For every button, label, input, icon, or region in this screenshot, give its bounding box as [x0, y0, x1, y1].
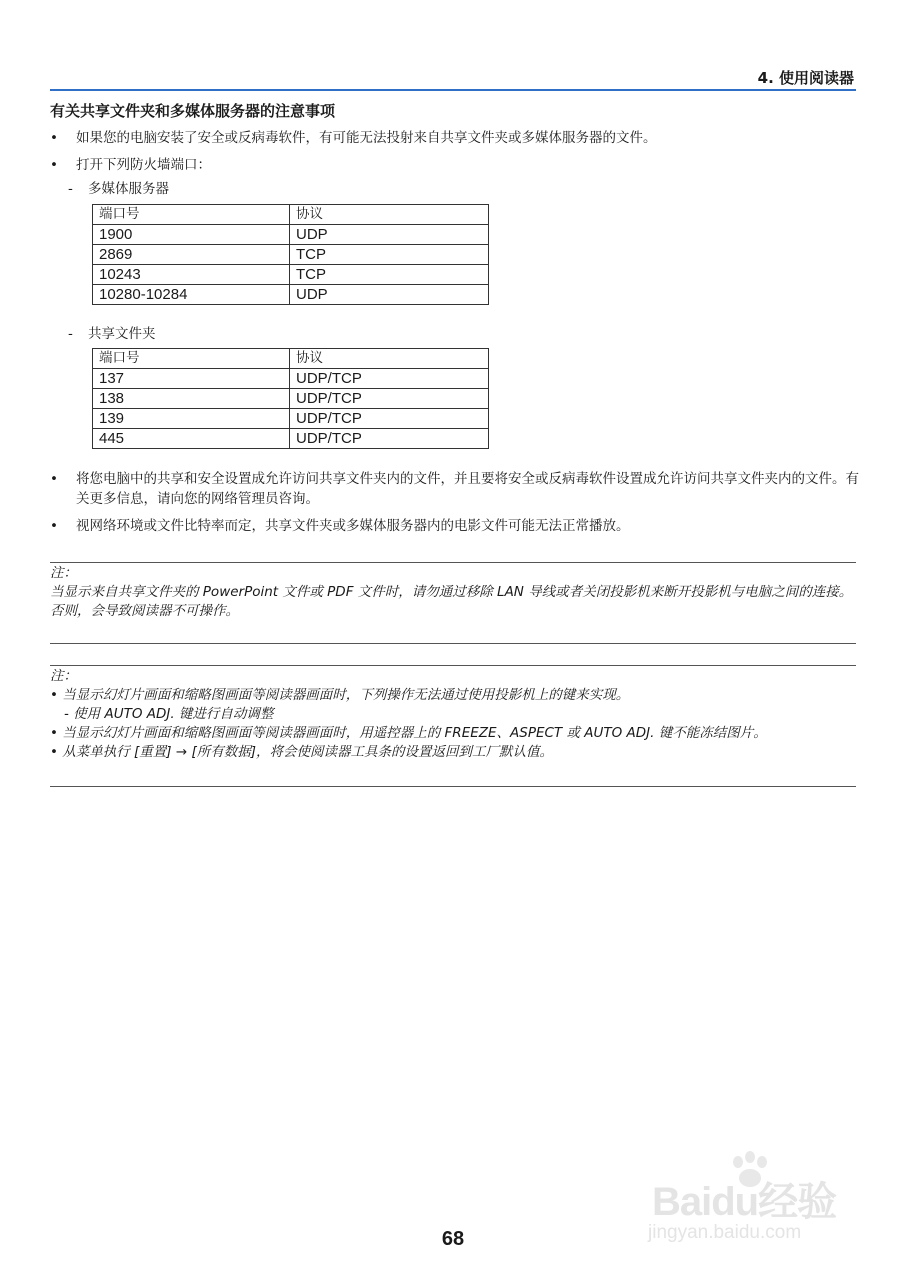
note-bottom-rule — [50, 786, 856, 787]
header-protocol: 协议 — [290, 349, 489, 369]
media-server-label — [68, 179, 169, 199]
media-server-label-text: 多媒体服务器 — [88, 181, 169, 197]
table-row — [93, 409, 489, 429]
table-row — [93, 389, 489, 409]
watermark-url: jingyan.baidu.com — [648, 1222, 802, 1243]
shared-folder-port-table — [92, 348, 489, 449]
port-cell: 138 — [93, 389, 290, 409]
table-header-row — [93, 205, 489, 225]
protocol-cell: UDP/TCP — [290, 389, 489, 409]
header-protocol: 协议 — [290, 205, 489, 225]
shared-folder-label — [68, 324, 156, 344]
bullet-dot: • — [50, 471, 58, 487]
port-cell: 445 — [93, 429, 290, 449]
bullet-text: 打开下列防火墙端口： — [76, 157, 211, 173]
note-item: • 从菜单执行 [重置] → [所有数据]，将会使阅读器工具条的设置返回到工厂默认值。 — [50, 744, 554, 760]
note-title: 注： — [50, 565, 77, 581]
note-item: • 当显示幻灯片画面和缩略图画面等阅读器画面时，下列操作无法通过使用投影机上的键来实现。 — [50, 687, 630, 703]
table-header-row — [93, 349, 489, 369]
bullet-text: 如果您的电脑安装了安全或反病毒软件，有可能无法投射来自共享文件夹或多媒体服务器的文件。 — [76, 130, 657, 146]
note-item: • 当显示幻灯片画面和缩略图画面等阅读器画面时，用遥控器上的 FREEZE、ASPECT 或 AUTO ADJ. 键不能冻结图片。 — [50, 725, 767, 741]
protocol-cell: UDP — [290, 225, 489, 245]
bullet-text: 视网络环境或文件比特率而定，共享文件夹或多媒体服务器内的电影文件可能无法正常播放。 — [76, 518, 630, 534]
bullet-dot: • — [50, 157, 58, 173]
bullet-dot: • — [50, 130, 58, 146]
note-box-1 — [50, 564, 858, 621]
table-row — [93, 369, 489, 389]
port-cell: 1900 — [93, 225, 290, 245]
protocol-cell: TCP — [290, 245, 489, 265]
header-rule — [50, 89, 856, 91]
table-row — [93, 429, 489, 449]
protocol-cell: UDP/TCP — [290, 369, 489, 389]
bullet-movie-playback — [50, 516, 860, 536]
note-box-2 — [50, 667, 858, 762]
port-cell: 139 — [93, 409, 290, 429]
header-port: 端口号 — [93, 205, 290, 225]
shared-folder-label-text: 共享文件夹 — [88, 326, 156, 342]
bullet-text: 将您电脑中的共享和安全设置成允许访问共享文件夹内的文件，并且要将安全或反病毒软件设置成允许访问共享文件夹内的文件。有关更多信息，请向您的网络管理员咨询。 — [76, 471, 859, 507]
note-text: 当显示来自共享文件夹的 PowerPoint 文件或 PDF 文件时，请勿通过移除 LAN 导线或者关闭投影机来断开投影机与电脑之间的连接。 — [50, 584, 853, 600]
port-cell: 2869 — [93, 245, 290, 265]
section-title: 有关共享文件夹和多媒体服务器的注意事项 — [50, 102, 336, 120]
media-server-port-table — [92, 204, 489, 305]
note-subitem: - 使用 AUTO ADJ. 键进行自动调整 — [64, 706, 274, 722]
note-title: 注： — [50, 668, 77, 684]
table-row — [93, 245, 489, 265]
note-text: 否则，会导致阅读器不可操作。 — [50, 603, 239, 619]
bullet-dot: • — [50, 518, 58, 534]
table-row — [93, 265, 489, 285]
port-cell: 10243 — [93, 265, 290, 285]
header-port: 端口号 — [93, 349, 290, 369]
page-number: 68 — [441, 1228, 465, 1250]
note-top-rule — [50, 665, 856, 666]
protocol-cell: TCP — [290, 265, 489, 285]
protocol-cell: UDP/TCP — [290, 429, 489, 449]
chapter-heading: 4. 使用阅读器 — [757, 69, 854, 87]
port-cell: 137 — [93, 369, 290, 389]
protocol-cell: UDP/TCP — [290, 409, 489, 429]
port-cell: 10280-10284 — [93, 285, 290, 305]
table-row — [93, 225, 489, 245]
dash-marker: - — [68, 326, 73, 342]
bullet-firewall-ports — [50, 155, 860, 175]
bullet-sharing-settings — [50, 469, 860, 509]
note-top-rule — [50, 562, 856, 563]
watermark-brand: Baidu经验 — [652, 1180, 837, 1224]
bullet-security-software — [50, 128, 860, 148]
table-row — [93, 285, 489, 305]
note-bottom-rule — [50, 643, 856, 644]
protocol-cell: UDP — [290, 285, 489, 305]
dash-marker: - — [68, 181, 73, 197]
